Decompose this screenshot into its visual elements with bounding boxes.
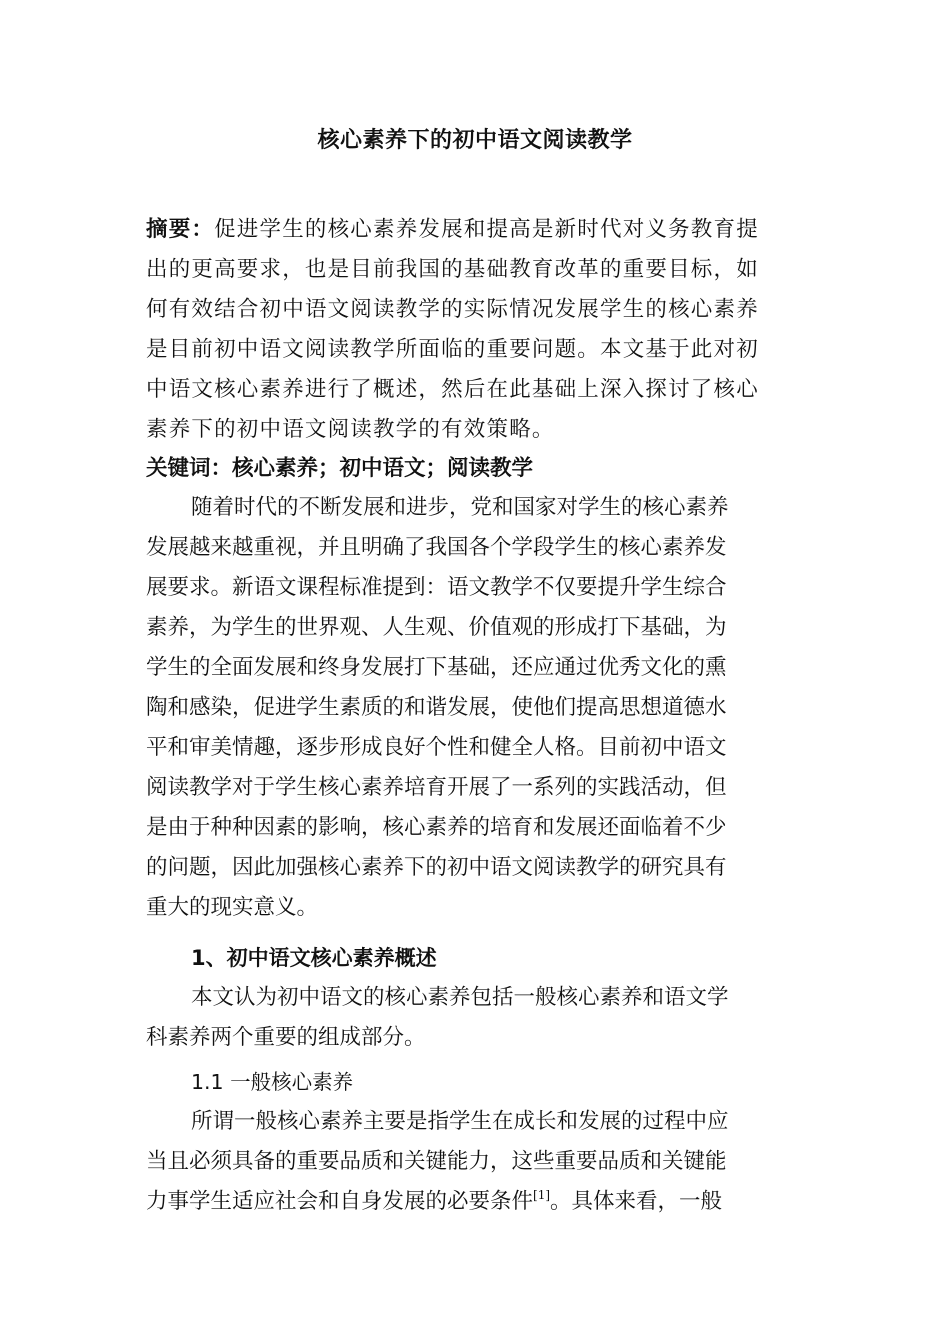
abstract-line: 中语文核心素养进行了概述，然后在此基础上深入探讨了核心 <box>146 377 759 402</box>
abstract <box>146 210 806 450</box>
paragraph-line: 素养，为学生的世界观、人生观、价值观的形成打下基础，为 <box>146 615 727 640</box>
paragraph-line: 的问题，因此加强核心素养下的初中语文阅读教学的研究具有 <box>146 855 727 880</box>
paragraph-line: 学生的全面发展和终身发展打下基础，还应通过优秀文化的熏 <box>146 655 727 680</box>
paragraph-line: 展要求。新语文课程标准提到：语文教学不仅要提升学生综合 <box>146 575 727 600</box>
abstract-label: 摘要： <box>146 217 215 242</box>
abstract-line: 素养下的初中语文阅读教学的有效策略。 <box>146 417 555 442</box>
abstract-line: 是目前初中语文阅读教学所面临的重要问题。本文基于此对初 <box>146 337 759 362</box>
section-1-1 <box>146 1062 806 1222</box>
citation-marker[interactable]: [1] <box>533 1188 551 1202</box>
paragraph-line: 发展越来越重视，并且明确了我国各个学段学生的核心素养发 <box>146 535 727 560</box>
section-heading: 1、初中语文核心素养概述 <box>191 946 437 970</box>
document-title: 核心素养下的初中语文阅读教学 <box>317 128 633 153</box>
intro-paragraph <box>146 488 806 928</box>
paragraph-line: 科素养两个重要的组成部分。 <box>146 1025 426 1050</box>
paragraph-line: 重大的现实意义。 <box>146 895 319 920</box>
abstract-line: 出的更高要求，也是目前我国的基础教育改革的重要目标，如 <box>146 257 759 282</box>
paragraph-line: 本文认为初中语文的核心素养包括一般核心素养和语文学 <box>191 985 729 1010</box>
section-1 <box>146 938 806 1058</box>
paragraph-line: 阅读教学对于学生核心素养培育开展了一系列的实践活动，但 <box>146 775 727 800</box>
paragraph-line: 陶和感染，促进学生素质的和谐发展，使他们提高思想道德水 <box>146 695 727 720</box>
subsection-heading: 1.1 一般核心素养 <box>191 1070 354 1094</box>
keywords <box>146 449 806 489</box>
abstract-line: 摘要：促进学生的核心素养发展和提高是新时代对义务教育提 <box>146 217 759 242</box>
paragraph-line: 随着时代的不断发展和进步，党和国家对学生的核心素养 <box>191 495 729 520</box>
paragraph-line: 力事学生适应社会和自身发展的必要条件[1]。具体来看，一般 <box>146 1188 723 1214</box>
keywords-line: 关键词：核心素养；初中语文；阅读教学 <box>146 456 534 481</box>
abstract-line: 何有效结合初中语文阅读教学的实际情况发展学生的核心素养 <box>146 297 759 322</box>
paragraph-line: 所谓一般核心素养主要是指学生在成长和发展的过程中应 <box>191 1109 729 1134</box>
paragraph-line: 是由于种种因素的影响，核心素养的培育和发展还面临着不少 <box>146 815 727 840</box>
paragraph-line: 平和审美情趣，逐步形成良好个性和健全人格。目前初中语文 <box>146 735 727 760</box>
paragraph-line: 当且必须具备的重要品质和关键能力，这些重要品质和关键能 <box>146 1149 727 1174</box>
